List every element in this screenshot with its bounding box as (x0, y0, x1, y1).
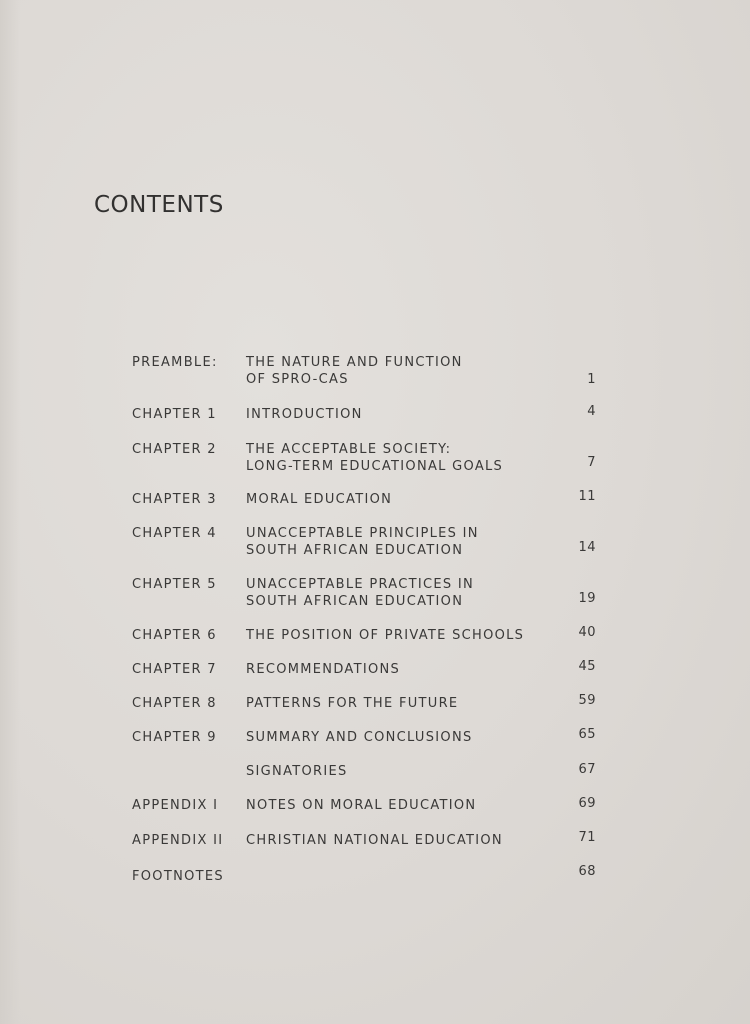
toc-entry-page-number: 59 (578, 693, 596, 708)
toc-entry-page-number: 68 (578, 864, 596, 879)
toc-entry-title: UNACCEPTABLE PRACTICES IN SOUTH AFRICAN EDUCATION (246, 577, 475, 609)
toc-entry-page-number: 4 (587, 404, 596, 419)
toc-entry-label: CHAPTER 9 (132, 730, 217, 745)
toc-entry-title: THE NATURE AND FUNCTION OF SPRO-CAS (246, 355, 463, 387)
toc-entry-page-number: 40 (578, 625, 596, 640)
toc-entry-page-number: 67 (578, 762, 596, 777)
toc-entry-page-number: 7 (587, 455, 596, 470)
toc-entry-label: CHAPTER 1 (132, 407, 217, 422)
toc-entry-title: SUMMARY AND CONCLUSIONS (246, 730, 473, 745)
toc-entry-label: APPENDIX II (132, 833, 224, 848)
toc-entry-title: SIGNATORIES (246, 764, 348, 779)
toc-entry-page-number: 71 (578, 830, 596, 845)
toc-entry-label: CHAPTER 2 (132, 442, 217, 457)
toc-entry-label: CHAPTER 7 (132, 662, 217, 677)
toc-entry-title: RECOMMENDATIONS (246, 662, 401, 677)
toc-entry-page-number: 14 (578, 540, 596, 555)
toc-entry-page-number: 19 (578, 591, 596, 606)
toc-entry-title: UNACCEPTABLE PRINCIPLES IN SOUTH AFRICAN EDUCATION (246, 526, 479, 558)
toc-entry-page-number: 11 (578, 489, 596, 504)
toc-entry-label: FOOTNOTES (132, 869, 224, 884)
toc-entry-title: NOTES ON MORAL EDUCATION (246, 798, 477, 813)
toc-entry-title: PATTERNS FOR THE FUTURE (246, 696, 459, 711)
toc-entry-title: CHRISTIAN NATIONAL EDUCATION (246, 833, 503, 848)
toc-entry-page-number: 1 (587, 372, 596, 387)
toc-entry-label: CHAPTER 8 (132, 696, 217, 711)
page-title: CONTENTS (94, 192, 224, 218)
toc-entry-page-number: 45 (578, 659, 596, 674)
toc-entry-label: CHAPTER 4 (132, 526, 217, 541)
toc-entry-label: CHAPTER 3 (132, 492, 217, 507)
toc-entry-title: MORAL EDUCATION (246, 492, 393, 507)
toc-entry-title: THE POSITION OF PRIVATE SCHOOLS (246, 628, 525, 643)
toc-entry-title: INTRODUCTION (246, 407, 363, 422)
toc-entry-label: CHAPTER 6 (132, 628, 217, 643)
toc-entry-page-number: 65 (578, 727, 596, 742)
toc-entry-title: THE ACCEPTABLE SOCIETY: LONG-TERM EDUCATIONAL GOALS (246, 442, 504, 474)
toc-entry-page-number: 69 (578, 796, 596, 811)
toc-entry-label: PREAMBLE: (132, 355, 218, 370)
toc-entry-label: CHAPTER 5 (132, 577, 217, 592)
toc-entry-label: APPENDIX I (132, 798, 219, 813)
